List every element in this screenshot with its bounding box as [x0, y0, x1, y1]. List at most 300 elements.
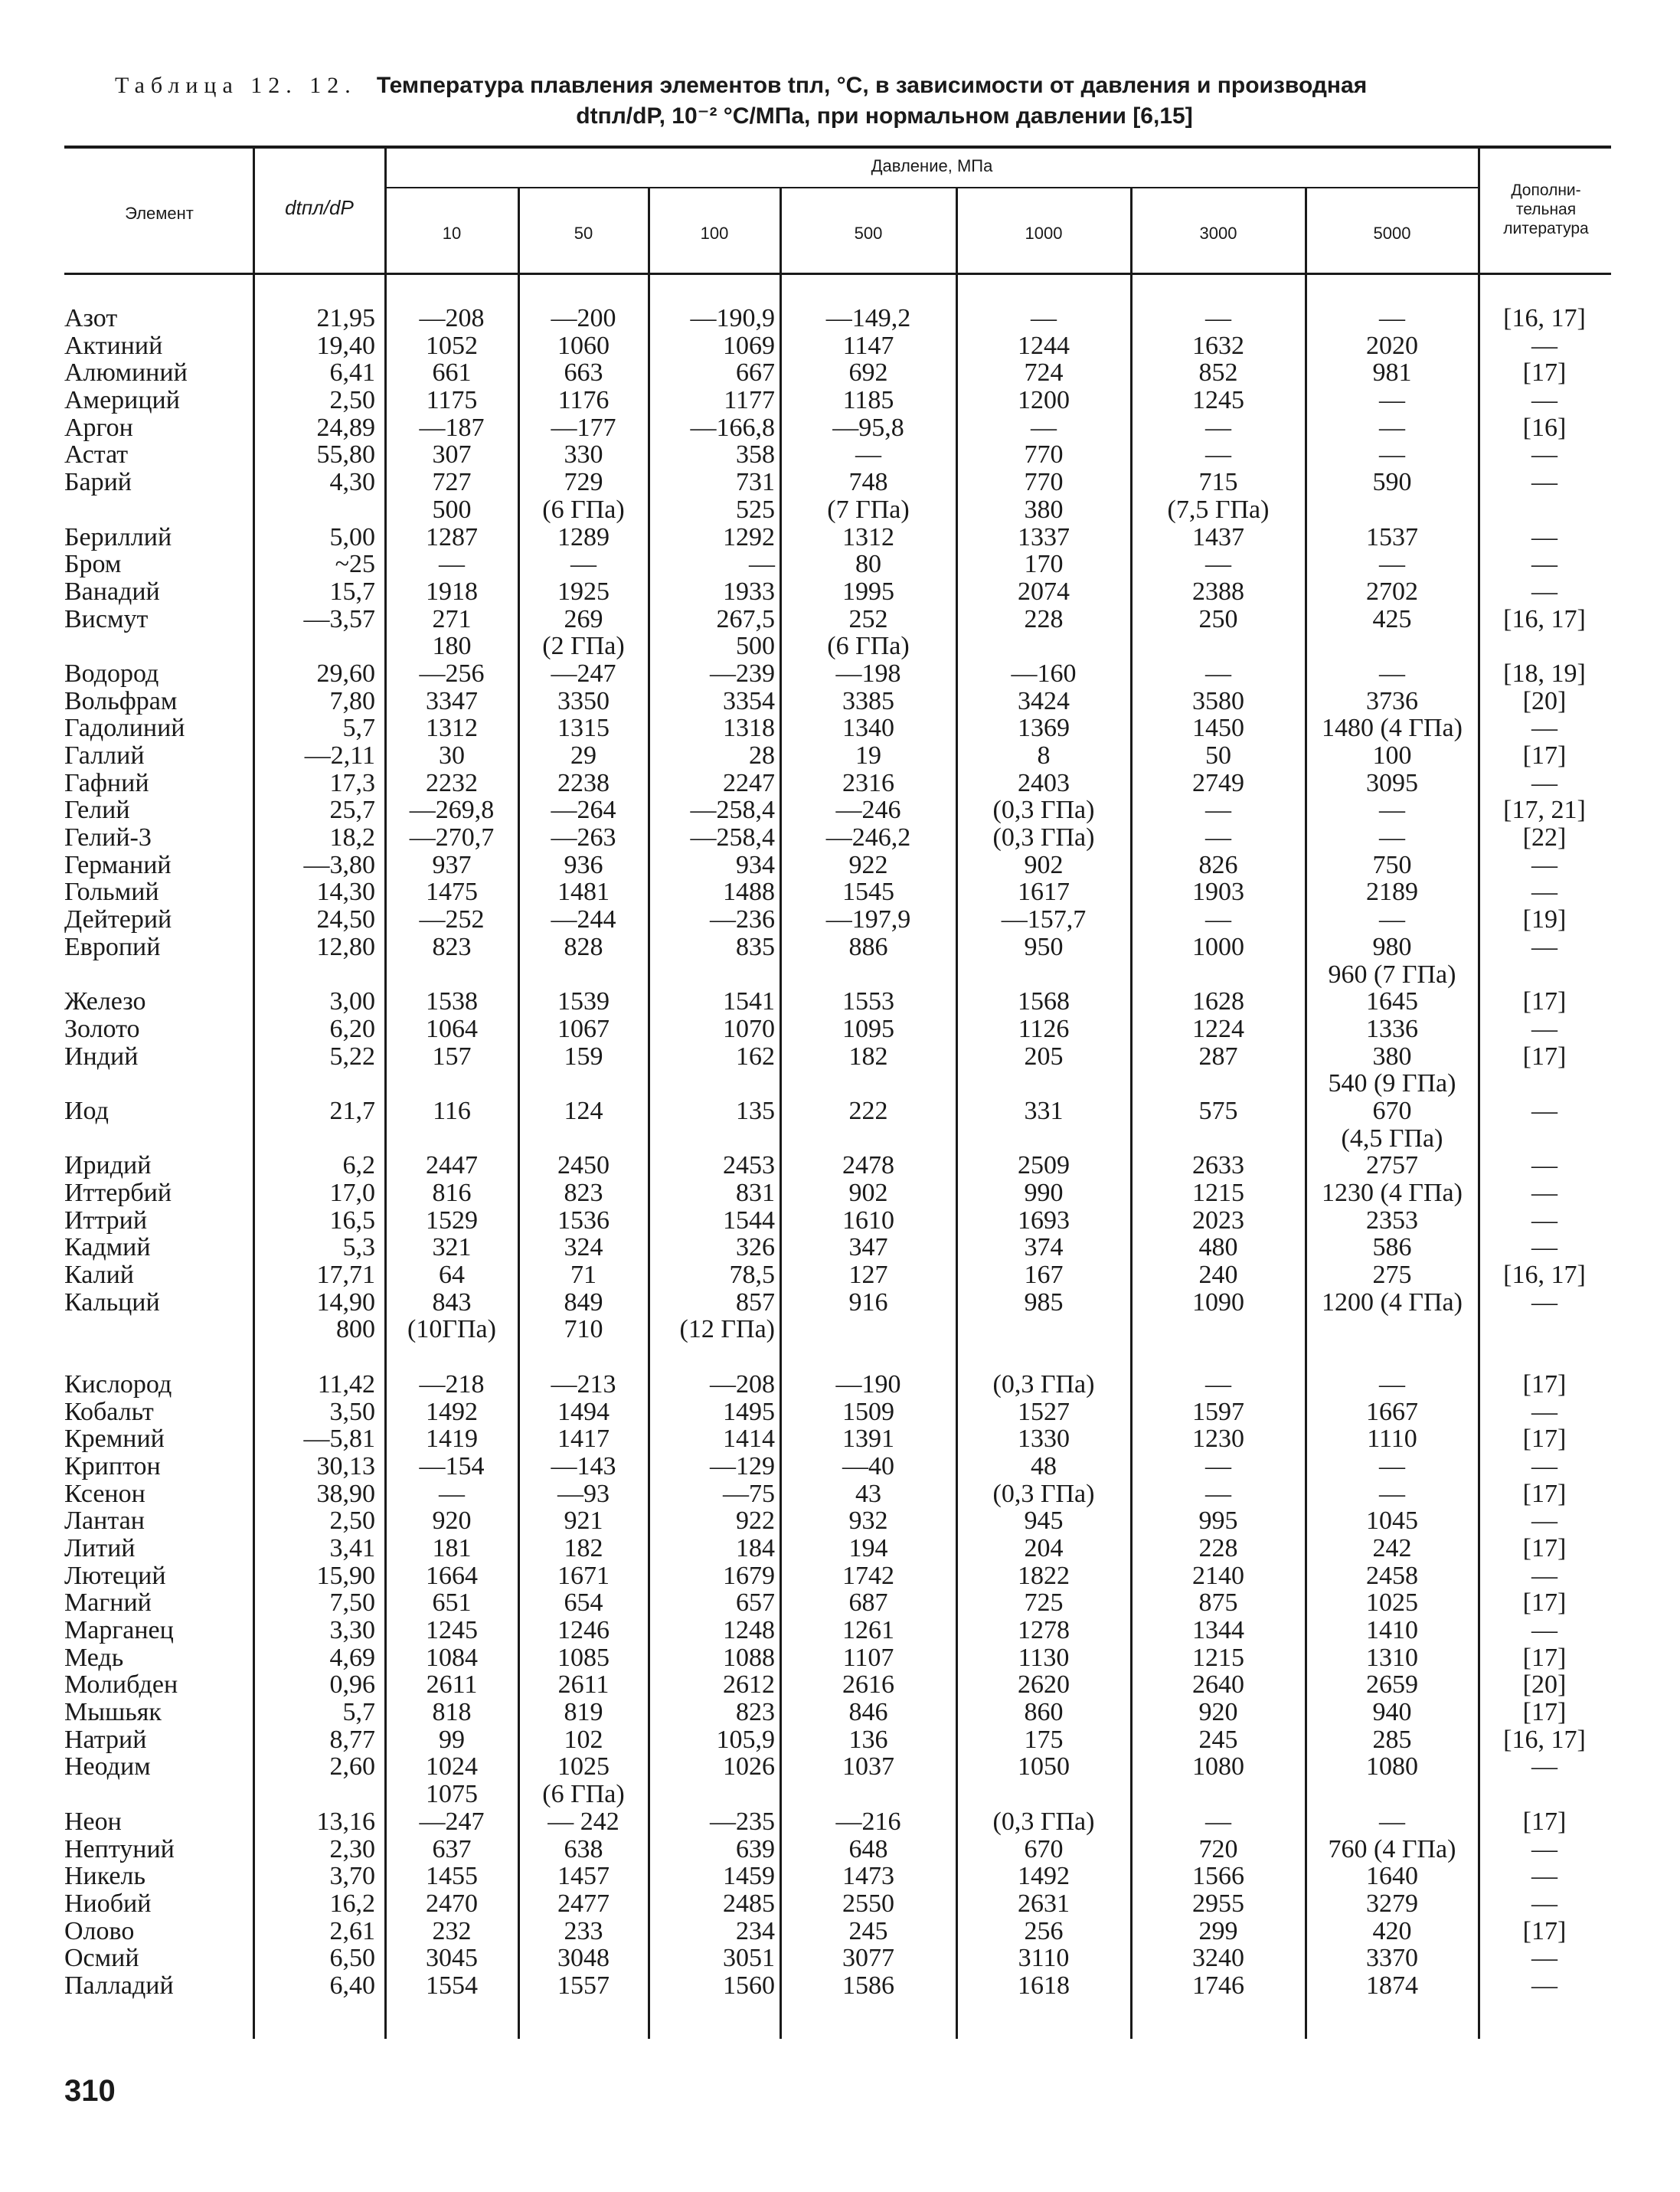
table-cell-dp: 3,00	[329, 987, 375, 1016]
table-cell-p3000: 715	[1198, 468, 1238, 497]
table-cell-p5000: —	[1379, 386, 1405, 415]
table-cell-p500	[783, 961, 954, 989]
table-cell-p3000: 1215	[1192, 1179, 1244, 1207]
table-cell-p100: —258,4	[690, 796, 775, 825]
table-cell-p3000: 3240	[1192, 1944, 1244, 1973]
pressure-5000-column	[1308, 305, 1476, 2000]
table-cell-p50: 269	[564, 604, 603, 633]
table-cell-p100: 326	[736, 1233, 775, 1262]
table-cell-p10: 637	[432, 1834, 472, 1863]
table-cell-dp: 30,13	[316, 1451, 375, 1480]
table-cell-p10: 157	[432, 1042, 472, 1071]
table-cell-ref: —	[1531, 386, 1557, 415]
derivative-column	[260, 305, 375, 2000]
table-cell-p100: 1070	[723, 1014, 775, 1043]
table-cell-p100	[652, 961, 775, 989]
table-cell-p3000: —	[1205, 1807, 1231, 1836]
table-cell-p100: 3354	[723, 686, 775, 715]
table-cell-name: Олово	[64, 1916, 135, 1945]
table-cell-name: Молибден	[64, 1670, 178, 1700]
table-cell-p500: —197,9	[825, 905, 911, 934]
table-cell-p1000: 770	[1024, 468, 1064, 497]
table-cell-ref: [17]	[1522, 1643, 1567, 1672]
table-cell-p3000: —	[1205, 905, 1231, 934]
table-cell-p1000: 1492	[1018, 1862, 1070, 1891]
table-cell-p500: 1261	[842, 1616, 894, 1644]
table-cell-p100: 162	[736, 1042, 775, 1071]
table-cell-p500	[783, 1316, 954, 1343]
table-cell-p100: 28	[749, 741, 775, 770]
table-cell-p3000	[1133, 1125, 1303, 1153]
table-cell-p10: 1455	[426, 1862, 478, 1891]
table-cell-p50: 1925	[557, 577, 610, 606]
table-cell-p5000: 285	[1372, 1725, 1412, 1754]
table-cell-p1000: 985	[1024, 1287, 1064, 1317]
divider-after-derivative	[384, 149, 387, 2039]
table-cell-dp: 6,2	[342, 1151, 375, 1180]
table-cell-p100: 1541	[723, 987, 775, 1016]
table-cell-p5000: 586	[1372, 1233, 1412, 1262]
table-cell-ref: —	[1531, 522, 1557, 551]
table-cell-p50: —177	[551, 413, 616, 442]
table-cell-p500: 687	[848, 1588, 888, 1618]
table-cell-p3000: 1746	[1192, 1971, 1244, 2000]
table-cell-dp: 24,89	[316, 413, 375, 442]
table-cell-p10: 271	[432, 604, 472, 633]
table-cell-p5000: 1110	[1367, 1425, 1417, 1454]
title-line-1: Температура плавления элементов tпл, °C, в зависимости от давления и производная	[376, 73, 1368, 98]
table-cell-p1000: 228	[1024, 604, 1064, 633]
table-cell-p1000: 1618	[1018, 1971, 1070, 2000]
table-cell-p3000	[1133, 1070, 1303, 1098]
table-cell-p10: 99	[439, 1725, 465, 1754]
table-cell-p50: —93	[557, 1479, 610, 1508]
table-cell-p100: —239	[710, 659, 775, 688]
table-cell-p10: —154	[419, 1451, 485, 1480]
header-pressure-10: 10	[442, 224, 462, 243]
table-cell-p1000	[959, 633, 1129, 660]
table-cell-p5000	[1308, 633, 1476, 660]
table-cell-ref: [22]	[1522, 823, 1567, 852]
table-cell-p50: —	[570, 550, 596, 579]
table-cell-p1000: —157,7	[1001, 905, 1087, 934]
table-cell-p500: 916	[848, 1287, 888, 1317]
table-cell-name: Гелий-3	[64, 823, 152, 852]
table-cell-p10: 2232	[426, 768, 478, 797]
table-cell-p3000: 1230	[1192, 1425, 1244, 1454]
table-cell-name: Марганец	[64, 1616, 174, 1644]
table-cell-p10: 180	[432, 632, 472, 661]
table-cell-name: Аргон	[64, 413, 133, 442]
table-cell-p3000: 1245	[1192, 386, 1244, 415]
table-cell-ref: [16, 17]	[1503, 1261, 1586, 1290]
table-cell-p100: 1318	[723, 714, 775, 743]
table-cell-ref: [17]	[1522, 358, 1567, 388]
table-cell-p3000: —	[1205, 550, 1231, 579]
table-cell-p50: 1536	[557, 1206, 610, 1235]
table-cell-p5000: 940	[1372, 1698, 1412, 1727]
table-cell-name: Ванадий	[64, 577, 160, 606]
table-cell-p10: 937	[432, 850, 472, 879]
table-cell-p100: —258,4	[690, 823, 775, 852]
table-cell-ref: [16, 17]	[1503, 604, 1586, 633]
table-cell-p500: 3385	[842, 686, 894, 715]
table-cell-ref: —	[1531, 932, 1557, 961]
table-cell-p1000: 2074	[1018, 577, 1070, 606]
table-cell-p50: 324	[564, 1233, 603, 1262]
table-cell-ref: [17]	[1522, 1369, 1567, 1399]
table-cell-p50: 1539	[557, 987, 610, 1016]
table-cell-p100: —	[749, 550, 775, 579]
table-cell-ref: [18, 19]	[1503, 659, 1586, 688]
table-cell-name	[64, 633, 248, 660]
table-cell-p50: 182	[564, 1533, 603, 1562]
table-cell-p100: 835	[736, 932, 775, 961]
table-cell-ref: [17]	[1522, 741, 1567, 770]
table-cell-p100: 234	[736, 1916, 775, 1945]
table-cell-name: Ниобий	[64, 1889, 152, 1918]
table-cell-p5000: 960 (7 ГПа)	[1328, 960, 1456, 989]
table-cell-p1000: —	[1031, 413, 1057, 442]
table-cell-p100: 1933	[723, 577, 775, 606]
table-cell-p100: 831	[736, 1179, 775, 1207]
table-cell-p1000: 204	[1024, 1533, 1064, 1562]
table-cell-name: Висмут	[64, 604, 149, 633]
table-cell-name: Палладий	[64, 1971, 174, 2000]
table-cell-p1000: 1822	[1018, 1561, 1070, 1590]
table-cell-name	[64, 496, 248, 524]
table-cell-p5000	[1308, 1343, 1476, 1371]
table-cell-p3000: —	[1205, 304, 1231, 332]
table-cell-ref	[1487, 1316, 1602, 1343]
table-cell-p3000: 245	[1198, 1725, 1238, 1754]
table-cell-p5000: 1336	[1366, 1014, 1418, 1043]
table-cell-name: Азот	[64, 304, 118, 332]
table-cell-dp: 7,80	[329, 686, 375, 715]
table-cell-p1000: 1568	[1018, 987, 1070, 1016]
table-cell-name: Литий	[64, 1533, 136, 1562]
table-cell-p100: 1177	[724, 386, 775, 415]
table-cell-p50: 1671	[557, 1561, 610, 1590]
table-cell-dp: 21,7	[329, 1096, 375, 1125]
table-cell-p3000: 1080	[1192, 1752, 1244, 1781]
header-pressure-50: 50	[574, 224, 593, 243]
table-cell-p3000	[1133, 961, 1303, 989]
table-cell-p100: 639	[736, 1834, 775, 1863]
table-cell-ref: —	[1531, 1616, 1557, 1644]
table-cell-p500	[783, 1781, 954, 1808]
table-cell-p5000: 2353	[1366, 1206, 1418, 1235]
table-cell-p50: 1289	[557, 522, 610, 551]
header-bottom-rule	[64, 273, 1611, 275]
table-cell-name: Иттербий	[64, 1179, 172, 1207]
table-cell-p1000: 2631	[1018, 1889, 1070, 1918]
table-cell-p5000: 3370	[1366, 1944, 1418, 1973]
table-cell-name: Золото	[64, 1014, 140, 1043]
table-cell-p10: 1287	[426, 522, 478, 551]
table-cell-name: Неон	[64, 1807, 122, 1836]
table-cell-p100: —75	[723, 1479, 775, 1508]
table-cell-dp: 24,50	[316, 905, 375, 934]
table-cell-p100: 823	[736, 1698, 775, 1727]
table-cell-ref: —	[1531, 1151, 1557, 1180]
table-cell-p50: 1557	[557, 1971, 610, 2000]
table-cell-p1000: 3424	[1018, 686, 1070, 715]
table-cell-p100: 857	[736, 1287, 775, 1317]
table-cell-name: Магний	[64, 1588, 152, 1618]
table-cell-p10: 727	[432, 468, 472, 497]
table-cell-p1000: —160	[1011, 659, 1077, 688]
table-cell-p100: 1488	[723, 878, 775, 907]
table-cell-p1000: 770	[1024, 440, 1064, 469]
table-cell-p10: 843	[432, 1287, 472, 1317]
table-cell-p100: 657	[736, 1588, 775, 1618]
table-cell-p50: 102	[564, 1725, 603, 1754]
table-cell-ref: [16, 17]	[1503, 1725, 1586, 1754]
table-cell-dp: 5,7	[342, 1698, 375, 1727]
table-cell-p3000: 852	[1198, 358, 1238, 388]
table-cell-p500: 922	[848, 850, 888, 879]
table-cell-p10	[387, 961, 516, 989]
table-cell-p100: 922	[736, 1507, 775, 1536]
table-cell-p3000: 287	[1198, 1042, 1238, 1071]
table-cell-ref: —	[1531, 1752, 1557, 1781]
table-cell-name: Актиний	[64, 331, 163, 360]
table-cell-p10	[387, 1343, 516, 1371]
table-cell-p5000: 1080	[1366, 1752, 1418, 1781]
divider-after-p100	[780, 188, 782, 2039]
table-cell-p50: 2611	[557, 1670, 610, 1700]
table-cell-p5000: 2757	[1366, 1151, 1418, 1180]
table-cell-ref: [20]	[1522, 686, 1567, 715]
page-number: 310	[64, 2074, 116, 2108]
header-pressure-500: 500	[854, 224, 883, 243]
table-cell-p500: 932	[848, 1507, 888, 1536]
table-cell-p5000: 980	[1372, 932, 1412, 961]
table-cell-name: Европий	[64, 932, 161, 961]
table-cell-dp: 8,77	[329, 1725, 375, 1754]
table-cell-ref: [17, 21]	[1503, 796, 1586, 825]
table-cell-name: Кобальт	[64, 1397, 154, 1426]
table-cell-p3000: —	[1205, 1451, 1231, 1480]
table-cell-p50: 1417	[557, 1425, 610, 1454]
table-cell-p5000: 275	[1372, 1261, 1412, 1290]
table-cell-p5000: 2702	[1366, 577, 1418, 606]
table-cell-name: Барий	[64, 468, 132, 497]
table-cell-p50: 71	[570, 1261, 596, 1290]
table-cell-p500: 222	[848, 1096, 888, 1125]
table-cell-ref: —	[1531, 1179, 1557, 1207]
table-cell-p5000: 1537	[1366, 522, 1418, 551]
table-cell-ref: —	[1531, 1862, 1557, 1891]
table-cell-p50: 819	[564, 1698, 603, 1727]
table-cell-dp: 14,30	[316, 878, 375, 907]
table-cell-p3000	[1133, 1316, 1303, 1343]
header-pressure-1000: 1000	[1025, 224, 1063, 243]
table-cell-p100: (12 ГПа)	[679, 1315, 775, 1344]
table-cell-p500: 1391	[842, 1425, 894, 1454]
table-cell-p3000: 2955	[1192, 1889, 1244, 1918]
table-cell-p3000: 228	[1198, 1533, 1238, 1562]
table-cell-p500: —198	[835, 659, 901, 688]
table-cell-p3000: 2640	[1192, 1670, 1244, 1700]
table-cell-p10: 651	[432, 1588, 472, 1618]
table-cell-p500: 692	[848, 358, 888, 388]
table-cell-dp: 2,61	[329, 1916, 375, 1945]
table-cell-p10: 3347	[426, 686, 478, 715]
table-cell-p3000: —	[1205, 796, 1231, 825]
table-cell-p1000: 205	[1024, 1042, 1064, 1071]
table-cell-p500: —246	[835, 796, 901, 825]
table-cell-p3000: 1903	[1192, 878, 1244, 907]
table-cell-p10	[387, 1125, 516, 1153]
table-cell-p500: 648	[848, 1834, 888, 1863]
table-cell-p1000: 175	[1024, 1725, 1064, 1754]
table-cell-ref: —	[1531, 1834, 1557, 1863]
table-cell-p100: 1459	[723, 1862, 775, 1891]
table-cell-name: Гелий	[64, 796, 130, 825]
table-cell-p100: —190,9	[690, 304, 775, 332]
table-cell-p100: 2453	[723, 1151, 775, 1180]
table-cell-ref: —	[1531, 714, 1557, 743]
table-cell-p3000: —	[1205, 823, 1231, 852]
table-cell-p1000: 1200	[1018, 386, 1070, 415]
table-cell-p10: 1075	[426, 1780, 478, 1809]
table-cell-p100: 525	[736, 495, 775, 524]
table-cell-p5000: 2659	[1366, 1670, 1418, 1700]
table-cell-p10: 3045	[426, 1944, 478, 1973]
table-cell-p50	[521, 961, 646, 989]
pressure-10-column	[387, 305, 516, 2000]
table-cell-name: Алюминий	[64, 358, 188, 388]
table-cell-p10: 2447	[426, 1151, 478, 1180]
table-cell-p100: —236	[710, 905, 775, 934]
table-cell-p1000: 8	[1037, 741, 1051, 770]
table-cell-p5000: 981	[1372, 358, 1412, 388]
table-cell-p500: —95,8	[832, 413, 904, 442]
table-cell-p100: 1414	[723, 1425, 775, 1454]
table-cell-name: Железо	[64, 987, 146, 1016]
table-cell-p5000: —	[1379, 905, 1405, 934]
table-cell-p50: (6 ГПа)	[542, 1780, 625, 1809]
table-cell-p5000: 2020	[1366, 331, 1418, 360]
table-cell-dp: 6,41	[329, 358, 375, 388]
table-cell-p500: 245	[848, 1916, 888, 1945]
table-cell-p500: 1037	[842, 1752, 894, 1781]
table-cell-p50: 1025	[557, 1752, 610, 1781]
table-cell-p100: 1560	[723, 1971, 775, 2000]
table-cell-dp: 17,71	[316, 1261, 375, 1290]
table-cell-p3000: (7,5 ГПа)	[1167, 495, 1270, 524]
table-cell-dp: 21,95	[316, 304, 375, 332]
table-cell-p100: 105,9	[716, 1725, 775, 1754]
table-cell-dp: 7,50	[329, 1588, 375, 1618]
table-cell-p5000: 3095	[1366, 768, 1418, 797]
table-cell-p50: 1060	[557, 331, 610, 360]
table-cell-p100: 2612	[723, 1670, 775, 1700]
table-cell-dp: 2,60	[329, 1752, 375, 1781]
table-cell-p3000: 2023	[1192, 1206, 1244, 1235]
table-cell-ref: —	[1531, 1944, 1557, 1973]
table-cell-p5000: 1230 (4 ГПа)	[1322, 1179, 1463, 1207]
table-cell-p500: (6 ГПа)	[827, 632, 910, 661]
table-cell-dp: 12,80	[316, 932, 375, 961]
table-cell-p500: —216	[835, 1807, 901, 1836]
table-cell-p10: 1475	[426, 878, 478, 907]
table-cell-p100: 78,5	[729, 1261, 775, 1290]
table-cell-dp: 14,90	[316, 1287, 375, 1317]
table-cell-dp: 3,50	[329, 1397, 375, 1426]
table-cell-p1000: 380	[1024, 495, 1064, 524]
table-cell-name: Кремний	[64, 1425, 165, 1454]
table-cell-dp: 15,7	[329, 577, 375, 606]
divider-after-p5000	[1478, 149, 1480, 2039]
table-cell-p1000: (0,3 ГПа)	[992, 1369, 1095, 1399]
table-cell-ref	[1487, 496, 1602, 524]
table-cell-p500: 748	[848, 468, 888, 497]
table-cell-p50: —247	[551, 659, 616, 688]
table-cell-p1000: 725	[1024, 1588, 1064, 1618]
table-cell-p50: 1246	[557, 1616, 610, 1644]
table-cell-dp: 0,96	[329, 1670, 375, 1700]
table-cell-p10: 1175	[426, 386, 478, 415]
table-cell-p500: —190	[835, 1369, 901, 1399]
table-cell-ref: —	[1531, 1397, 1557, 1426]
table-cell-p3000	[1133, 1343, 1303, 1371]
table-cell-p10: 307	[432, 440, 472, 469]
table-cell-ref: —	[1531, 768, 1557, 797]
table-cell-ref: —	[1531, 331, 1557, 360]
table-cell-p500	[783, 1343, 954, 1371]
header-element: Элемент	[125, 204, 194, 223]
header-literature-line-3: литература	[1503, 220, 1589, 237]
table-cell-p500	[783, 1070, 954, 1098]
table-cell-p1000: 1050	[1018, 1752, 1070, 1781]
table-cell-p1000: 950	[1024, 932, 1064, 961]
table-cell-dp	[260, 496, 375, 524]
table-cell-p500: 2550	[842, 1889, 894, 1918]
element-name-column	[64, 305, 248, 2000]
table-cell-ref: [17]	[1522, 1588, 1567, 1618]
table-cell-dp: —3,57	[303, 604, 375, 633]
table-cell-p50: (2 ГПа)	[542, 632, 625, 661]
table-cell-name: Германий	[64, 850, 172, 879]
table-cell-p500: 902	[848, 1179, 888, 1207]
table-cell-p100: 667	[736, 358, 775, 388]
table-cell-p500: 2478	[842, 1151, 894, 1180]
table-cell-p500: 1553	[842, 987, 894, 1016]
table-cell-p50: 1067	[557, 1014, 610, 1043]
table-cell-p3000: —	[1205, 1369, 1231, 1399]
table-cell-p10: —208	[419, 304, 485, 332]
table-cell-p1000: (0,3 ГПа)	[992, 796, 1095, 825]
table-cell-p100	[652, 1125, 775, 1153]
table-cell-dp	[260, 1343, 375, 1371]
table-cell-p5000: 425	[1372, 604, 1412, 633]
table-cell-p50: 936	[564, 850, 603, 879]
table-cell-p500: 1995	[842, 577, 894, 606]
table-cell-p3000: 1090	[1192, 1287, 1244, 1317]
table-cell-p3000: 1344	[1192, 1616, 1244, 1644]
table-cell-p100: —129	[710, 1451, 775, 1480]
table-cell-p5000: 3736	[1366, 686, 1418, 715]
table-cell-p100: 1495	[723, 1397, 775, 1426]
table-cell-dp: 29,60	[316, 659, 375, 688]
table-cell-p5000: 2458	[1366, 1561, 1418, 1590]
table-cell-name: Гольмий	[64, 878, 159, 907]
header-pressure-100: 100	[700, 224, 729, 243]
table-cell-p10: 2611	[426, 1670, 478, 1700]
